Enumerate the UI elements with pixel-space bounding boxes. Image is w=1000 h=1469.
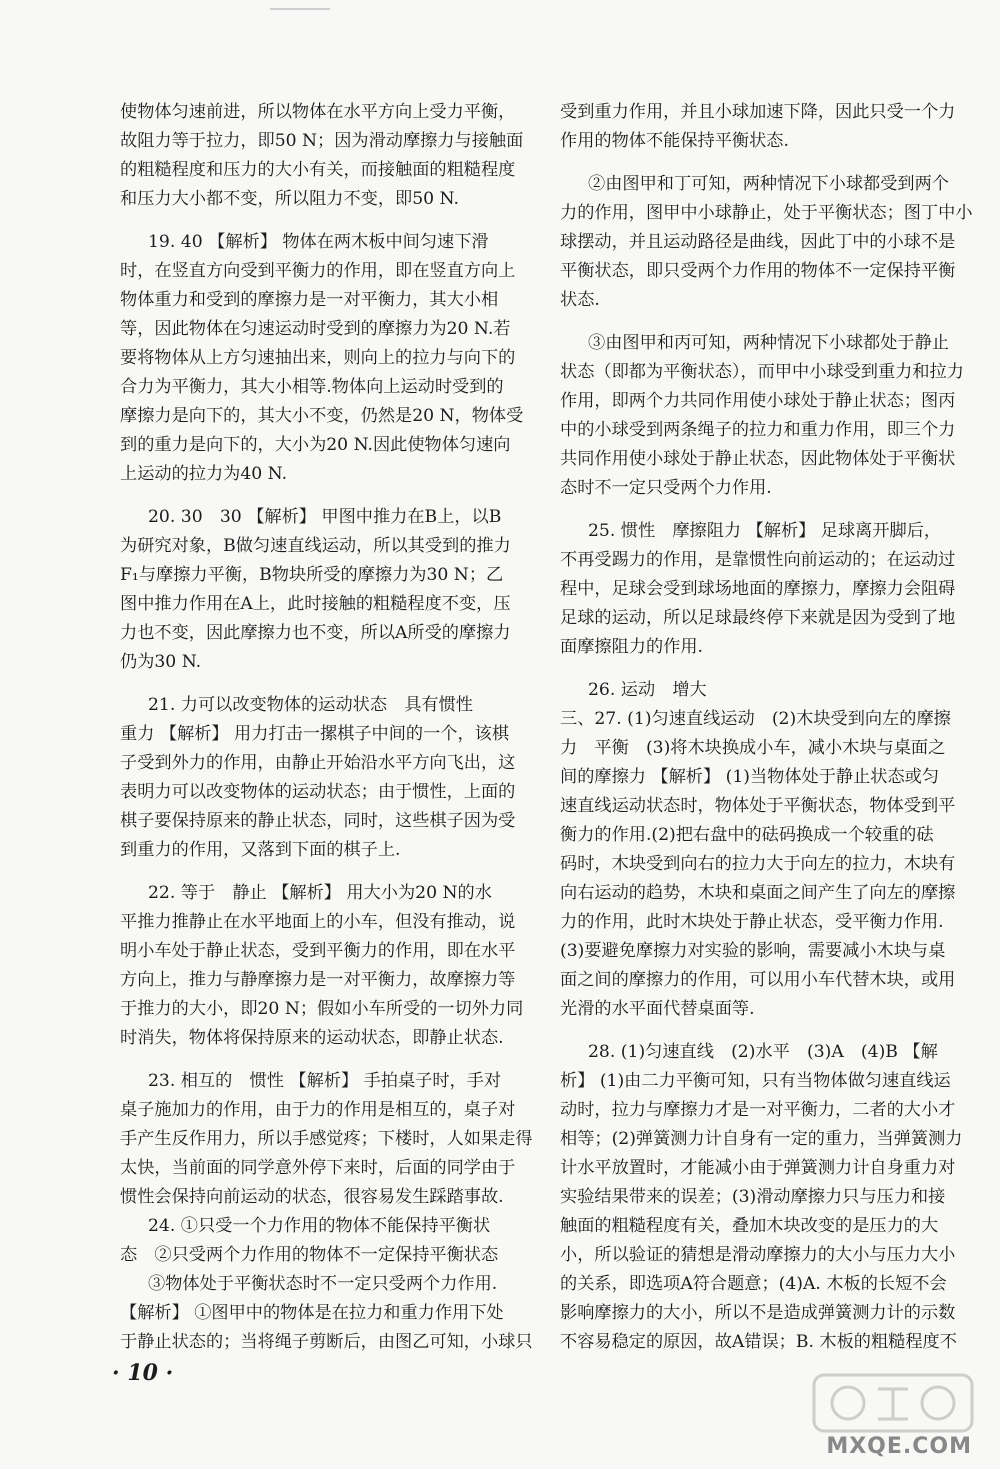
text-line: 程中，足球会受到球场地面的摩擦力，摩擦力会阻碍 [560, 579, 956, 599]
text-line: 不容易稳定的原因，故A错误；B. 木板的粗糙程度不 [560, 1332, 957, 1352]
text-line: 故阻力等于拉力，即50 N；因为滑动摩擦力与接触面 [120, 131, 524, 151]
text-line: 于静止状态的；当将绳子剪断后，由图乙可知，小球只 [120, 1332, 533, 1352]
text-line: 码时，木块受到向右的拉力大于向左的拉力，木块有 [560, 854, 956, 874]
text-line: 面之间的摩擦力的作用，可以用小车代替木块，或用 [560, 970, 956, 990]
text-line: 于推力的大小，即20 N；假如小车所受的一切外力同 [120, 999, 524, 1019]
text-line: 上运动的拉力为40 N. [120, 464, 288, 484]
text-line: 20. 30 30 【解析】 甲图中推力在B上，以B [148, 507, 502, 527]
text-line: 要将物体从上方匀速抽出来，则向上的拉力与向下的 [120, 348, 516, 368]
text-line: 太快，当前面的同学意外停下来时，后面的同学由于 [120, 1158, 516, 1178]
paragraph-gap [560, 315, 990, 329]
text-line: 重力 【解析】 用力打击一摞棋子中间的一个，该棋 [120, 724, 510, 744]
text-line: 实验结果带来的误差；(3)滑动摩擦力只与压力和接 [560, 1187, 946, 1207]
text-line: 等，因此物体在匀速运动时受到的摩擦力为20 N.若 [120, 319, 511, 339]
text-line: ③由图甲和丙可知，两种情况下小球都处于静止 [588, 333, 949, 353]
text-line: 物体重力和受到的摩擦力是一对平衡力，其大小相 [120, 290, 499, 310]
paragraph-gap [560, 156, 990, 170]
right-column [560, 98, 990, 1357]
paragraph-gap [120, 489, 550, 503]
text-line: 力的作用，图甲中小球静止，处于平衡状态；图丁中小 [560, 203, 973, 223]
text-line: 析】 (1)由二力平衡可知，只有当物体做匀速直线运 [560, 1071, 951, 1091]
text-line: 的粗糙程度和压力的大小有关，而接触面的粗糙程度 [120, 160, 516, 180]
text-line: 22. 等于 静止 【解析】 用大小为20 N的水 [148, 883, 492, 903]
text-line: ③物体处于平衡状态时不一定只受两个力作用. [148, 1274, 498, 1294]
text-line: 足球的运动，所以足球最终停下来就是因为受到了地 [560, 608, 956, 628]
text-line: 为研究对象，B做匀速直线运动，所以其受到的推力 [120, 536, 511, 556]
text-line: 平衡状态，即只受两个力作用的物体不一定保持平衡 [560, 261, 956, 281]
text-line: 19. 40 【解析】 物体在两木板中间匀速下滑 [148, 232, 489, 252]
watermark-text: MXQE.COM [826, 1434, 972, 1459]
text-line: 25. 惯性 摩擦阻力 【解析】 足球离开脚后， [588, 521, 942, 541]
text-line: 衡力的作用.(2)把右盘中的砝码换成一个较重的砝 [560, 825, 934, 845]
text-line: 使物体匀速前进，所以物体在水平方向上受力平衡， [120, 102, 516, 122]
paragraph-gap [120, 865, 550, 879]
text-line: 26. 运动 增大 [588, 680, 707, 700]
text-line: 到重力的作用，又落到下面的棋子上. [120, 840, 401, 860]
text-line: 仍为30 N. [120, 652, 202, 672]
paragraph-gap [120, 677, 550, 691]
text-line: 到的重力是向下的，大小为20 N.因此使物体匀速向 [120, 435, 511, 455]
text-line: 图中推力作用在A上，此时接触的粗糙程度不变，压 [120, 594, 511, 614]
text-line: 【解析】 ①图甲中的物体是在拉力和重力作用下处 [120, 1303, 504, 1323]
text-line: 惯性会保持向前运动的状态，很容易发生踩踏事故. [120, 1187, 504, 1207]
text-line: 棋子要保持原来的静止状态，同时，这些棋子因为受 [120, 811, 516, 831]
text-line: 的关系，即选项A符合题意；(4)A. 木板的长短不会 [560, 1274, 947, 1294]
text-line: 桌子施加力的作用，由于力的作用是相互的，桌子对 [120, 1100, 516, 1120]
text-line: 间的摩擦力 【解析】 (1)当物体处于静止状态或匀 [560, 767, 940, 787]
text-line: 速直线运动状态时，物体处于平衡状态，物体受到平 [560, 796, 956, 816]
text-line: 小，所以验证的猜想是滑动摩擦力的大小与压力大小 [560, 1245, 956, 1265]
page-number: · 10 · [112, 1360, 174, 1386]
text-line: 动时，拉力与摩擦力才是一对平衡力，二者的大小才 [560, 1100, 956, 1120]
text-line: 和压力大小都不变，所以阻力不变，即50 N. [120, 189, 459, 209]
text-line: 作用，即两个力共同作用使小球处于静止状态；图丙 [560, 391, 956, 411]
scan-mark [270, 8, 330, 10]
text-line: 21. 力可以改变物体的运动状态 具有惯性 [148, 695, 473, 715]
text-line: 计水平放置时，才能减小由于弹簧测力计自身重力对 [560, 1158, 956, 1178]
text-line: 平推力推静止在水平地面上的小车，但没有推动，说 [120, 912, 516, 932]
text-line: 面摩擦阻力的作用. [560, 637, 703, 657]
text-line: 时，在竖直方向受到平衡力的作用，即在竖直方向上 [120, 261, 516, 281]
text-line: 子受到外力的作用，由静止开始沿水平方向飞出，这 [120, 753, 516, 773]
paragraph-gap [120, 1053, 550, 1067]
text-line: 28. (1)匀速直线 (2)水平 (3)A (4)B 【解 [588, 1042, 938, 1062]
text-line: 合力为平衡力，其大小相等.物体向上运动时受到的 [120, 377, 504, 397]
text-line: 时消失，物体将保持原来的运动状态，即静止状态. [120, 1028, 504, 1048]
text-line: 相等；(2)弹簧测力计自身有一定的重力，当弹簧测力 [560, 1129, 963, 1149]
text-line: 作用的物体不能保持平衡状态. [560, 131, 789, 151]
paragraph-gap [120, 214, 550, 228]
text-line: 态 ②只受两个力作用的物体不一定保持平衡状态 [120, 1245, 499, 1265]
text-line: 受到重力作用，并且小球加速下降，因此只受一个力 [560, 102, 956, 122]
paragraph-gap [560, 1024, 990, 1038]
text-line: 力也不变，因此摩擦力也不变，所以A所受的摩擦力 [120, 623, 511, 643]
text-line: 不再受踢力的作用，是靠惯性向前运动的；在运动过 [560, 550, 956, 570]
paragraph-gap [560, 662, 990, 676]
text-line: ②由图甲和丁可知，两种情况下小球都受到两个 [588, 174, 949, 194]
text-line: 摩擦力是向下的，其大小不变，仍然是20 N，物体受 [120, 406, 524, 426]
text-line: 球摆动，并且运动路径是曲线，因此丁中的小球不是 [560, 232, 956, 252]
text-line: 态时不一定只受两个力作用. [560, 478, 772, 498]
text-line: 手产生反作用力，所以手感觉疼；下楼时，人如果走得 [120, 1129, 533, 1149]
text-line: 共同作用使小球处于静止状态，因此物体处于平衡状 [560, 449, 956, 469]
text-line: 23. 相互的 惯性 【解析】 手拍桌子时，手对 [148, 1071, 502, 1091]
paragraph-gap [560, 503, 990, 517]
text-line: 触面的粗糙程度有关，叠加木块改变的是压力的大 [560, 1216, 939, 1236]
left-column [120, 98, 550, 1357]
text-line: 三、27. (1)匀速直线运动 (2)木块受到向左的摩擦 [560, 709, 951, 729]
text-line: 方向上，推力与静摩擦力是一对平衡力，故摩擦力等 [120, 970, 516, 990]
text-line: 状态. [560, 290, 600, 310]
text-line: 力 平衡 (3)将木块换成小车，减小木块与桌面之 [560, 738, 946, 758]
text-line: F₁与摩擦力平衡，B物块所受的摩擦力为30 N；乙 [120, 565, 504, 585]
text-line: 表明力可以改变物体的运动状态；由于惯性，上面的 [120, 782, 516, 802]
text-line: 中的小球受到两条绳子的拉力和重力作用，即三个力 [560, 420, 956, 440]
text-line: 力的作用，此时木块处于静止状态，受平衡力作用. [560, 912, 944, 932]
text-line: 光滑的水平面代替桌面等. [560, 999, 755, 1019]
text-line: 状态（即都为平衡状态），而甲中小球受到重力和拉力 [560, 362, 964, 382]
text-line: 影响摩擦力的大小，所以不是造成弹簧测力计的示数 [560, 1303, 956, 1323]
text-line: (3)要避免摩擦力对实验的影响，需要减小木块与桌 [560, 941, 946, 961]
text-line: 向右运动的趋势，木块和桌面之间产生了向左的摩擦 [560, 883, 956, 903]
text-line: 24. ①只受一个力作用的物体不能保持平衡状 [148, 1216, 491, 1236]
text-line: 明小车处于静止状态，受到平衡力的作用，即在水平 [120, 941, 516, 961]
